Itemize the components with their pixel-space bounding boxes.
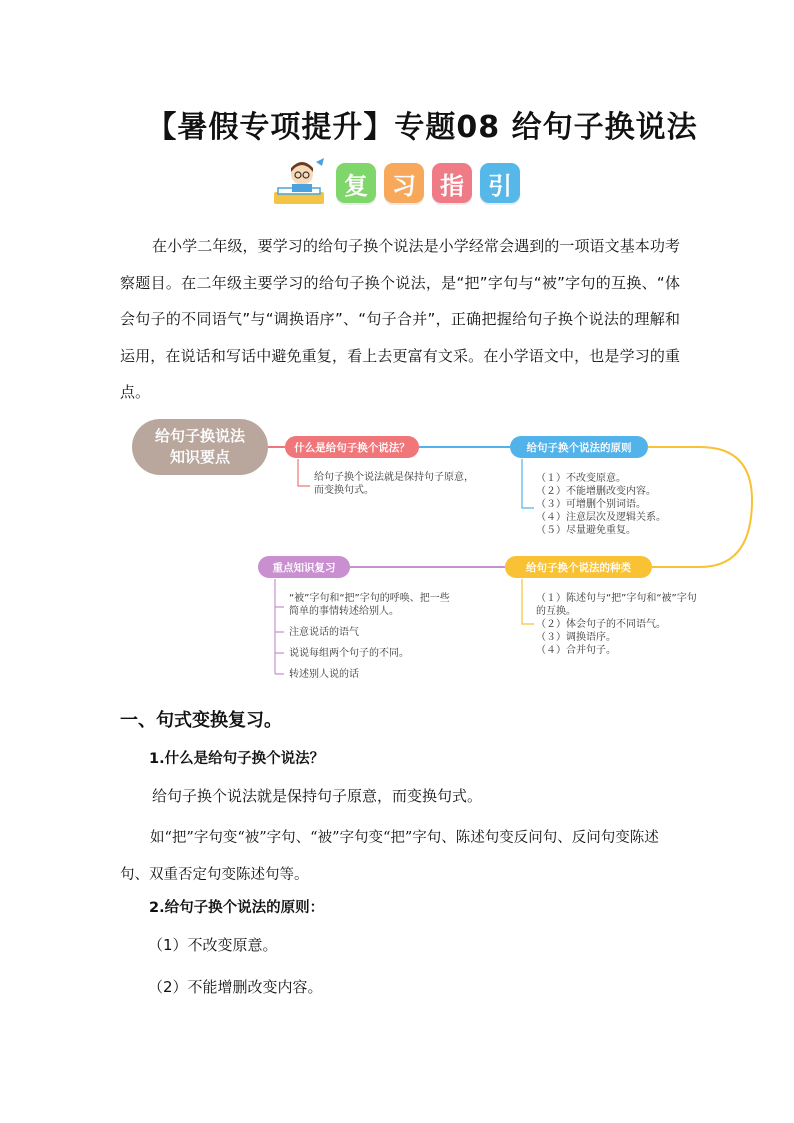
review-item: 说说每组两个句子的不同。 — [289, 648, 409, 659]
principle-item: （５）尽量避免重复。 — [536, 525, 636, 536]
badge-xi: 习 — [384, 163, 424, 203]
q1-example: 如“把”字句变“被”字句、“被”字句变“把”字句、陈述句变反问句、反问句变陈述句、双重否定句变陈述句等。 — [120, 830, 659, 883]
mindmap-node-principles-list — [536, 472, 736, 537]
mindmap-root — [132, 419, 268, 475]
mindmap-node-what-text — [314, 471, 504, 497]
type-item: （３）调换语序。 — [536, 632, 616, 643]
badge-zhi: 指 — [432, 163, 472, 203]
principle-item: （４）注意层次及逻辑关系。 — [536, 512, 666, 523]
mindmap-node-review-list — [289, 592, 499, 681]
what-text-line2: 而变换句式。 — [314, 485, 374, 496]
principle-item: （３）可增删个别词语。 — [536, 499, 646, 510]
mindmap-node-review: 重点知识复习 — [258, 556, 350, 578]
type-item: 的互换。 — [536, 606, 576, 617]
mindmap-root-line2: 知识要点 — [169, 448, 230, 466]
type-item: （１）陈述句与“把”字句和“被”字句 — [536, 593, 697, 604]
review-item: 转述别人说的话 — [289, 669, 359, 680]
badge-fu: 复 — [336, 163, 376, 203]
type-item: （２）体会句子的不同语气。 — [536, 619, 666, 630]
q1-heading: 1.什么是给句子换个说法？ — [149, 751, 325, 767]
mindmap-node-types-list — [536, 592, 746, 657]
type-item: （４）合并句子。 — [536, 645, 616, 656]
mindmap-node-principles: 给句子换个说法的原则 — [510, 436, 648, 458]
review-item: “被”字句和“把”字句的呼唤、把一些 — [289, 593, 450, 604]
section-heading: 一、句式变换复习。 — [120, 710, 282, 731]
badge-yin: 引 — [480, 163, 520, 203]
what-text-line1: 给句子换个说法就是保持句子原意， — [314, 472, 474, 483]
principle-item: （１）不改变原意。 — [536, 473, 626, 484]
page-title: 【暑假专项提升】专题08 给句子换说法 — [146, 110, 698, 145]
review-item: 注意说话的语气 — [289, 627, 359, 638]
mindmap-node-what: 什么是给句子换个说法？ — [285, 436, 419, 458]
q2-item: （2）不能增删改变内容。 — [148, 978, 323, 996]
mindmap-node-types: 给句子换个说法的种类 — [505, 556, 652, 578]
mindmap-root-line1: 给句子换说法 — [154, 427, 245, 445]
q1-answer: 给句子换个说法就是保持句子原意，而变换句式。 — [152, 787, 483, 805]
q2-heading: 2.给句子换个说法的原则： — [149, 900, 325, 916]
intro-paragraph: 在小学二年级，要学习的给句子换个说法是小学经常会遇到的一项语文基本功考察题目。在二年级主要学习的给句子换个说法，是“把”字句与“被”字句的互换、“体会句子的不同语气”与“调换语序”、“句子合并”，正确把握给句子换个说法的理解和运用，在说话和写话中避免重复，看上去更富有文采。在小学语文中，也是学习的重点。 — [120, 237, 680, 401]
review-item: 简单的事情转述给别人。 — [289, 606, 399, 617]
q2-item: （1）不改变原意。 — [148, 936, 278, 954]
principle-item: （２）不能增删改变内容。 — [536, 486, 656, 497]
